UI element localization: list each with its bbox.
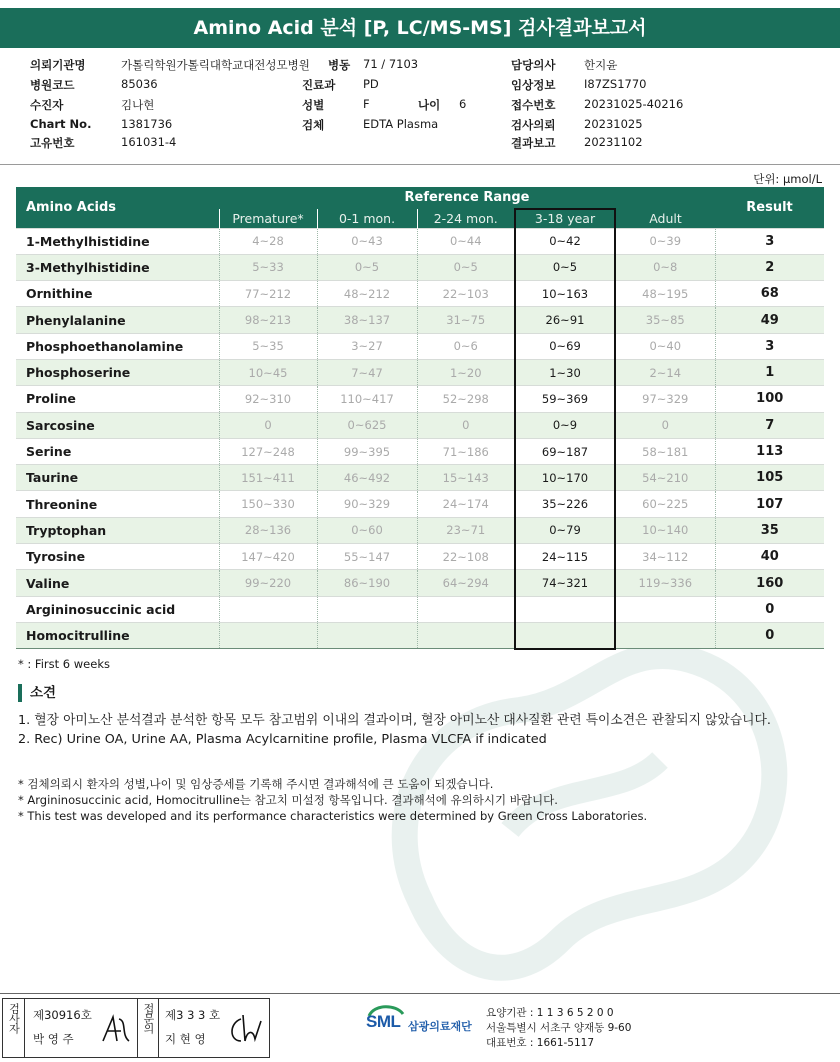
table-row — [16, 622, 824, 648]
reference-range-cell: 74~321 — [515, 570, 615, 596]
reference-range-cell — [615, 596, 715, 622]
reference-range-cell: 0~8 — [615, 254, 715, 280]
institution-info — [486, 1006, 631, 1051]
reference-range-cell: 23~71 — [417, 517, 515, 543]
col-3-18-year: 3-18 year — [515, 209, 615, 228]
table-row — [16, 228, 824, 254]
reference-range-cell: 127~248 — [219, 438, 317, 464]
reference-range-cell: 35~226 — [515, 491, 615, 517]
amino-acid-name: Tryptophan — [16, 517, 219, 543]
note-1: * 검체의뢰시 환자의 성별,나이 및 임상증세를 기록해 주시면 결과해석에 큰 도움이 되겠습니다. — [18, 777, 494, 791]
reference-range-cell: 38~137 — [317, 307, 417, 333]
reference-range-cell: 69~187 — [515, 438, 615, 464]
reference-range-cell: 147~420 — [219, 544, 317, 570]
footer-divider — [0, 993, 840, 994]
reference-range-cell: 2~14 — [615, 359, 715, 385]
result-value: 0 — [715, 622, 824, 648]
result-value: 0 — [715, 596, 824, 622]
dept-value: PD — [363, 77, 379, 91]
table-row — [16, 359, 824, 385]
result-value: 3 — [715, 228, 824, 254]
specimen-label: 검체 — [302, 118, 325, 132]
opinion-text — [18, 711, 771, 749]
signature-box — [2, 998, 270, 1058]
requester-value: 가톨릭학원가톨릭대학교대전성모병원 — [121, 58, 310, 72]
reference-range-cell: 0~5 — [417, 254, 515, 280]
result-value: 100 — [715, 386, 824, 412]
table-row — [16, 465, 824, 491]
reference-range-cell: 22~103 — [417, 281, 515, 307]
result-value: 40 — [715, 544, 824, 570]
amino-acid-name: Taurine — [16, 465, 219, 491]
reference-range-cell — [515, 622, 615, 648]
reference-range-cell — [219, 596, 317, 622]
reference-range-cell: 0~5 — [317, 254, 417, 280]
patient-info — [0, 54, 840, 164]
reference-range-cell: 90~329 — [317, 491, 417, 517]
result-value: 1 — [715, 359, 824, 385]
table-row — [16, 491, 824, 517]
tester-name: 박 영 주 — [33, 1032, 74, 1046]
table-footnote: * : First 6 weeks — [18, 657, 110, 671]
hospital-code-value: 85036 — [121, 77, 158, 91]
reviewer-name: 지 현 영 — [165, 1032, 206, 1046]
result-value: 105 — [715, 465, 824, 491]
tester-no: 제30916호 — [33, 1008, 92, 1022]
age-label: 나이 — [418, 98, 441, 112]
specimen-value: EDTA Plasma — [363, 117, 439, 131]
reference-range-cell — [317, 596, 417, 622]
unique-label: 고유번호 — [30, 136, 75, 150]
opinion-heading: 소견 — [18, 684, 56, 702]
reference-range-cell: 0~43 — [317, 228, 417, 254]
reviewer-signature — [227, 1011, 263, 1049]
reference-range-cell: 54~210 — [615, 465, 715, 491]
reference-range-cell: 0~60 — [317, 517, 417, 543]
reference-range-cell — [615, 622, 715, 648]
reference-range-cell: 0 — [615, 412, 715, 438]
col-amino-acids: Amino Acids — [16, 187, 219, 228]
amino-acid-name: Phenylalanine — [16, 307, 219, 333]
request-date-value: 20231025 — [584, 117, 643, 131]
dept-label: 진료과 — [302, 78, 336, 92]
examinee-label: 수진자 — [30, 98, 64, 112]
reference-range-cell: 71~186 — [417, 438, 515, 464]
unit-label: 단위: μmol/L — [753, 172, 822, 186]
table-row — [16, 438, 824, 464]
reference-range-cell: 0~79 — [515, 517, 615, 543]
col-reference-range: Reference Range — [219, 187, 715, 209]
institution-code: 요양기관 : 1 1 3 6 5 2 0 0 — [486, 1007, 614, 1019]
result-value: 107 — [715, 491, 824, 517]
table-row — [16, 307, 824, 333]
clinical-label: 임상정보 — [511, 78, 556, 92]
reference-range-cell: 48~195 — [615, 281, 715, 307]
chart-label: Chart No. — [30, 117, 92, 131]
reference-range-cell: 150~330 — [219, 491, 317, 517]
tester-label-text: 검사자 — [7, 1003, 21, 1033]
sex-label: 성별 — [302, 98, 325, 112]
table-row — [16, 386, 824, 412]
divider — [0, 164, 840, 165]
amino-acid-name: Threonine — [16, 491, 219, 517]
table-row — [16, 570, 824, 596]
reference-range-cell: 4~28 — [219, 228, 317, 254]
reference-range-cell: 151~411 — [219, 465, 317, 491]
reference-range-cell: 110~417 — [317, 386, 417, 412]
reference-range-cell: 24~115 — [515, 544, 615, 570]
reference-range-cell: 119~336 — [615, 570, 715, 596]
table-row — [16, 333, 824, 359]
reference-range-cell: 5~35 — [219, 333, 317, 359]
reference-range-cell: 0~42 — [515, 228, 615, 254]
report-title: Amino Acid 분석 [P, LC/MS-MS] 검사결과보고서 — [0, 8, 840, 48]
amino-acid-table — [16, 187, 824, 650]
reference-range-cell: 10~163 — [515, 281, 615, 307]
reference-range-cell — [317, 622, 417, 648]
reference-range-cell: 15~143 — [417, 465, 515, 491]
note-3: * This test was developed and its performance characteristics were determined by Green Cross Laboratories. — [18, 809, 648, 823]
col-adult: Adult — [615, 209, 715, 228]
reference-range-cell: 59~369 — [515, 386, 615, 412]
doctor-label: 담당의사 — [511, 58, 556, 72]
reference-range-cell: 1~30 — [515, 359, 615, 385]
col-0-1-mon: 0-1 mon. — [317, 209, 417, 228]
reference-range-cell: 5~33 — [219, 254, 317, 280]
result-value: 113 — [715, 438, 824, 464]
institution-address: 서울특별시 서초구 양재동 9-60 — [486, 1022, 632, 1034]
reviewer-no: 제3 3 3 호 — [165, 1008, 221, 1022]
amino-acid-name: Tyrosine — [16, 544, 219, 570]
ward-value: 71 / 7103 — [363, 57, 419, 71]
reference-range-cell: 34~112 — [615, 544, 715, 570]
amino-acid-name: Serine — [16, 438, 219, 464]
amino-acid-name: Proline — [16, 386, 219, 412]
sex-value: F — [363, 97, 370, 111]
result-value: 35 — [715, 517, 824, 543]
age-value: 6 — [459, 97, 467, 111]
reference-range-cell: 35~85 — [615, 307, 715, 333]
table-row — [16, 281, 824, 307]
reference-range-cell: 0 — [219, 412, 317, 438]
reference-range-cell — [219, 622, 317, 648]
reference-range-cell: 3~27 — [317, 333, 417, 359]
reference-range-cell: 7~47 — [317, 359, 417, 385]
reference-range-cell: 0 — [417, 412, 515, 438]
examinee-value: 김나현 — [121, 98, 155, 112]
table-body — [16, 228, 824, 649]
amino-acid-name: Phosphoethanolamine — [16, 333, 219, 359]
result-value: 7 — [715, 412, 824, 438]
reference-range-cell: 46~492 — [317, 465, 417, 491]
opinion-line-1: 1. 혈장 아미노산 분석결과 분석한 항목 모두 참고범위 이내의 결과이며, 혈장 아미노산 대사질환 관련 특이소견은 관찰되지 않았습니다. — [18, 713, 771, 728]
logo-text: SML — [366, 1012, 401, 1031]
reference-range-cell: 97~329 — [615, 386, 715, 412]
amino-acid-name: Valine — [16, 570, 219, 596]
reference-range-cell: 10~170 — [515, 465, 615, 491]
reference-range-cell: 28~136 — [219, 517, 317, 543]
clinical-value: I87ZS1770 — [584, 77, 647, 91]
reference-range-cell: 0~6 — [417, 333, 515, 359]
reviewer-label-text: 접문의 — [142, 1003, 155, 1033]
reference-range-cell: 58~181 — [615, 438, 715, 464]
amino-acid-name: Phosphoserine — [16, 359, 219, 385]
col-2-24-mon: 2-24 mon. — [417, 209, 515, 228]
result-value: 160 — [715, 570, 824, 596]
amino-acid-name: Sarcosine — [16, 412, 219, 438]
note-2: * Argininosuccinic acid, Homocitrulline는 참고치 미설정 항목입니다. 결과해석에 유의하시기 바랍니다. — [18, 793, 558, 807]
reference-range-cell: 64~294 — [417, 570, 515, 596]
chart-value: 1381736 — [121, 117, 173, 131]
reference-range-cell: 22~108 — [417, 544, 515, 570]
reviewer-label — [137, 999, 159, 1057]
reference-range-cell: 99~220 — [219, 570, 317, 596]
reference-range-cell: 52~298 — [417, 386, 515, 412]
amino-acid-name: 1-Methylhistidine — [16, 228, 219, 254]
reference-range-cell: 24~174 — [417, 491, 515, 517]
reference-range-cell — [515, 596, 615, 622]
col-premature: Premature* — [219, 209, 317, 228]
result-value: 49 — [715, 307, 824, 333]
opinion-line-2: 2. Rec) Urine OA, Urine AA, Plasma Acylcarnitine profile, Plasma VLCFA if indicated — [18, 732, 547, 747]
col-result: Result — [715, 187, 824, 228]
table-row — [16, 596, 824, 622]
reference-range-cell: 92~310 — [219, 386, 317, 412]
receipt-label: 접수번호 — [511, 98, 556, 112]
notes — [18, 776, 647, 824]
table-row — [16, 544, 824, 570]
reference-range-cell: 26~91 — [515, 307, 615, 333]
reference-range-cell: 77~212 — [219, 281, 317, 307]
reference-range-cell: 0~9 — [515, 412, 615, 438]
reference-range-cell: 48~212 — [317, 281, 417, 307]
reference-range-cell: 10~140 — [615, 517, 715, 543]
reference-range-cell: 31~75 — [417, 307, 515, 333]
institution-phone: 대표번호 : 1661-5117 — [486, 1037, 595, 1049]
reference-range-cell: 1~20 — [417, 359, 515, 385]
amino-acid-name: Homocitrulline — [16, 622, 219, 648]
request-date-label: 검사의뢰 — [511, 118, 556, 132]
reference-range-cell: 98~213 — [219, 307, 317, 333]
reference-range-cell: 0~69 — [515, 333, 615, 359]
reference-range-cell: 0~40 — [615, 333, 715, 359]
reference-range-cell: 0~39 — [615, 228, 715, 254]
result-value: 2 — [715, 254, 824, 280]
amino-acid-name: Argininosuccinic acid — [16, 596, 219, 622]
reference-range-cell: 86~190 — [317, 570, 417, 596]
doctor-value: 한지윤 — [584, 58, 618, 72]
tester-signature — [99, 1011, 133, 1049]
reference-range-cell: 60~225 — [615, 491, 715, 517]
report-date-value: 20231102 — [584, 135, 643, 149]
amino-acid-name: 3-Methylhistidine — [16, 254, 219, 280]
institution-name: 삼광의료재단 — [408, 1020, 472, 1033]
result-value: 68 — [715, 281, 824, 307]
ward-label: 병동 — [328, 58, 351, 72]
reference-range-cell: 0~5 — [515, 254, 615, 280]
hospital-code-label: 병원코드 — [30, 78, 75, 92]
amino-acid-name: Ornithine — [16, 281, 219, 307]
reference-range-cell: 0~625 — [317, 412, 417, 438]
receipt-value: 20231025-40216 — [584, 97, 684, 111]
table-row — [16, 412, 824, 438]
table-row — [16, 517, 824, 543]
reference-range-cell: 55~147 — [317, 544, 417, 570]
reference-range-cell — [417, 596, 515, 622]
unique-value: 161031-4 — [121, 135, 177, 149]
reference-range-cell — [417, 622, 515, 648]
tester-label — [3, 999, 25, 1057]
result-value: 3 — [715, 333, 824, 359]
report-date-label: 결과보고 — [511, 136, 556, 150]
requester-label: 의뢰기관명 — [30, 58, 86, 72]
reference-range-cell: 10~45 — [219, 359, 317, 385]
table-row — [16, 254, 824, 280]
reference-range-cell: 99~395 — [317, 438, 417, 464]
reference-range-cell: 0~44 — [417, 228, 515, 254]
